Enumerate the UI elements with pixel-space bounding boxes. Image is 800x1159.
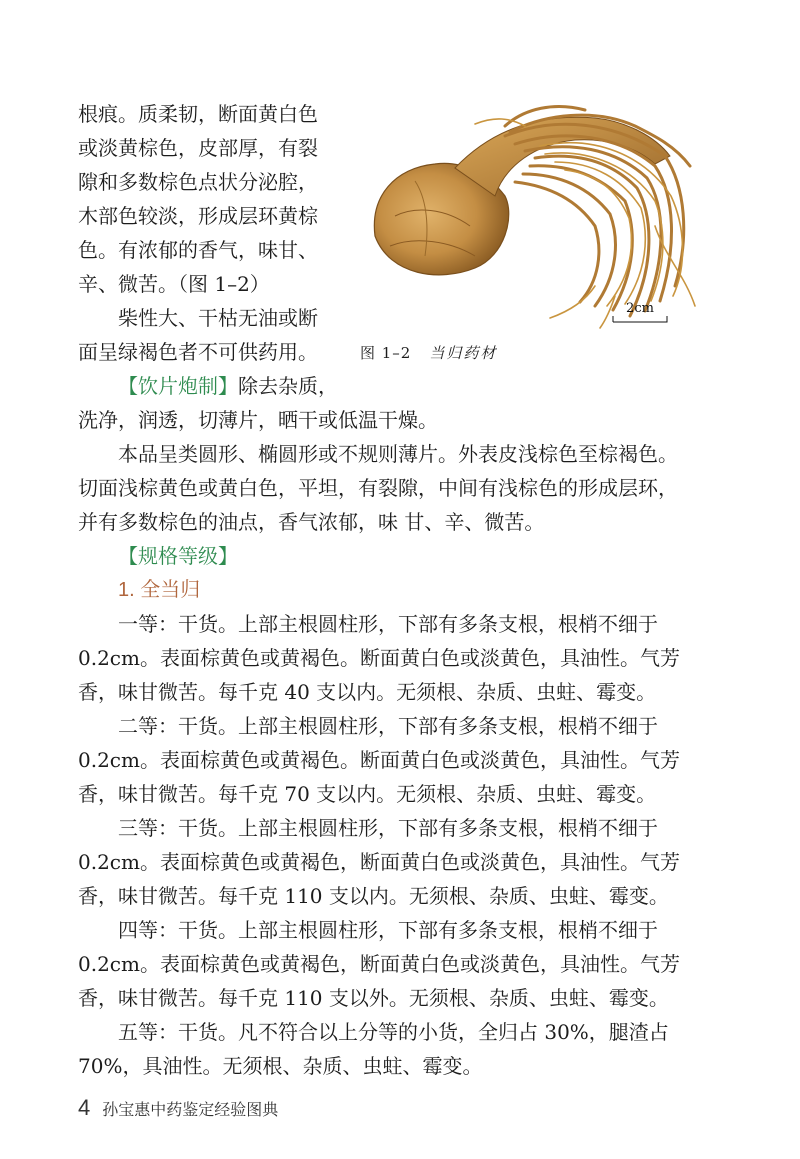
herb-photo [355, 96, 700, 332]
figure-title: 当归药材 [429, 344, 498, 362]
text-line: 柴性大、干枯无油或断 [118, 306, 318, 330]
text-line: 切面浅棕黄色或黄白色，平坦，有裂隙，中间有浅棕色的形成层环， [78, 476, 678, 500]
scale-bar [613, 316, 667, 322]
text-line: 根痕。质柔韧，断面黄白色 [78, 102, 318, 126]
text-line: 隙和多数棕色点状分泌腔， [78, 170, 318, 194]
grade-line: 0.2cm。表面棕黄色或黄褐色，断面黄白色或淡黄色，具油性。气芳 [78, 952, 680, 976]
figure-label: 图 1–2 [360, 344, 412, 362]
angelica-root-illustration [355, 96, 700, 332]
page-number: 4 [78, 1095, 91, 1120]
text-line: 辛、微苦。（图 1–2） [78, 272, 270, 296]
processing-text: 除去杂质， [238, 374, 338, 398]
book-title: 孙宝惠中药鉴定经验图典 [102, 1102, 279, 1119]
grade-line: 70%，具油性。无须根、杂质、虫蛀、霉变。 [78, 1054, 483, 1078]
figure-caption [360, 338, 497, 368]
grade-line: 三等：干货。上部主根圆柱形，下部有多条支根，根梢不细于 [118, 816, 658, 840]
grade-line: 香，味甘微苦。每千克 110 支以外。无须根、杂质、虫蛀、霉变。 [78, 986, 669, 1010]
text-line: 色。有浓郁的香气，味甘、 [78, 238, 318, 262]
text-line: 或淡黄棕色，皮部厚，有裂 [78, 136, 318, 160]
grade-line: 0.2cm。表面棕黄色或黄褐色。断面黄白色或淡黄色，具油性。气芳 [78, 646, 680, 670]
grade-line: 一等：干货。上部主根圆柱形，下部有多条支根，根梢不细于 [118, 612, 658, 636]
scale-bar-label: 2cm [626, 301, 654, 316]
grade-line: 0.2cm。表面棕黄色或黄褐色，断面黄白色或淡黄色，具油性。气芳 [78, 850, 680, 874]
text-line: 本品呈类圆形、椭圆形或不规则薄片。外表皮浅棕色至棕褐色。 [118, 442, 678, 466]
text-line: 木部色较淡，形成层环黄棕 [78, 204, 318, 228]
subheading-whole-root: 1. 全当归 [118, 579, 201, 601]
grade-line: 五等：干货。凡不符合以上分等的小货，全归占 30%，腿渣占 [118, 1020, 669, 1044]
page-footer [78, 1095, 278, 1121]
grade-line: 香，味甘微苦。每千克 70 支以内。无须根、杂质、虫蛀、霉变。 [78, 782, 657, 806]
text-line: 面呈绿褐色者不可供药用。 [78, 340, 318, 364]
grade-line: 二等：干货。上部主根圆柱形，下部有多条支根，根梢不细于 [118, 714, 658, 738]
text-line: 洗净，润透，切薄片，晒干或低温干燥。 [78, 408, 438, 432]
grade-line: 0.2cm。表面棕黄色或黄褐色。断面黄白色或淡黄色，具油性。气芳 [78, 748, 680, 772]
processing-paragraph [118, 369, 338, 403]
grade-line: 四等：干货。上部主根圆柱形，下部有多条支根，根梢不细于 [118, 918, 658, 942]
section-heading-grades: 【规格等级】 [118, 544, 238, 568]
text-line: 并有多数棕色的油点，香气浓郁，味 甘、辛、微苦。 [78, 510, 545, 534]
grade-line: 香，味甘微苦。每千克 40 支以内。无须根、杂质、虫蛀、霉变。 [78, 680, 657, 704]
section-heading-processing: 【饮片炮制】 [118, 374, 238, 398]
grade-line: 香，味甘微苦。每千克 110 支以内。无须根、杂质、虫蛀、霉变。 [78, 884, 669, 908]
